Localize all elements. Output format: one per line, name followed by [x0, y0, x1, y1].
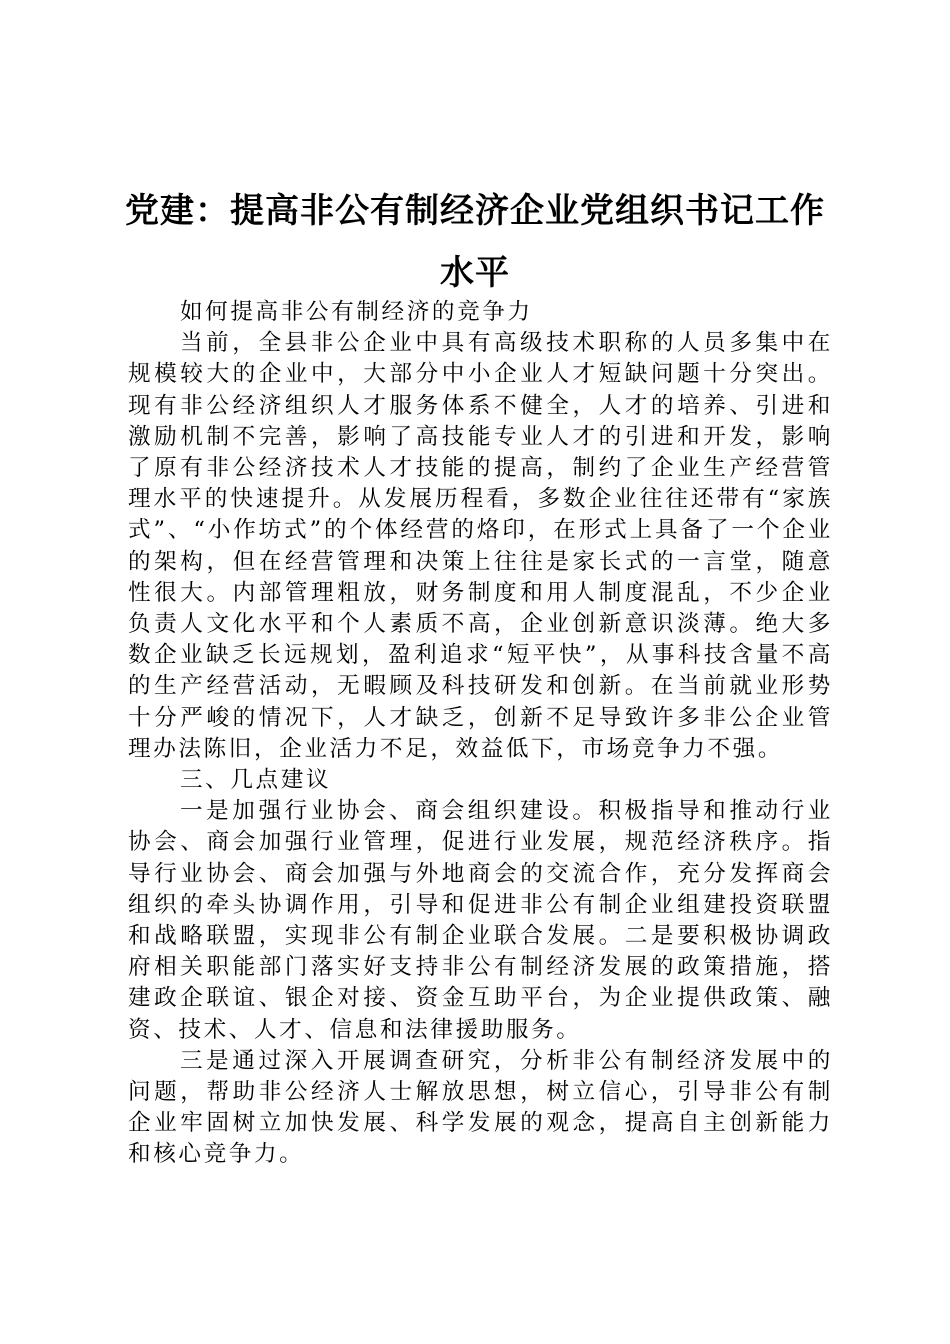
- section-heading-suggestions: 三、几点建议: [179, 767, 332, 794]
- document-title: 党建：提高非公有制经济企业党组织书记工作水平: [125, 191, 825, 293]
- paragraph-suggestion-one-two: 一是加强行业协会、商会组织建设。积极指导和推动行业协会、商会加强行业管理，促进行业发展，规范经济秩序。指导行业协会、商会加强与外地商会的交流合作，充分发挥商会组织的牵头协调作用，引导和促进非公有制企业组建投资联盟和战略联盟，实现非公有制企业联合发展。二是要积极协调政府相关职能部门落实好支持非公有制经济发展的政策措施，搭建政企联谊、银企对接、资金互助平台，为企业提供政策、融资、技术、人才、信息和法律援助服务。: [128, 798, 833, 1043]
- section-heading-competitiveness: 如何提高非公有制经济的竞争力: [179, 299, 533, 325]
- document-body: [128, 297, 833, 1171]
- paragraph-current-situation: 当前，全县非公企业中具有高级技术职称的人员多集中在规模较大的企业中，大部分中小企业人才短缺问题十分突出。现有非公经济组织人才服务体系不健全，人才的培养、引进和激励机制不完善，影响了高技能专业人才的引进和开发，影响了原有非公经济技术人才技能的提高，制约了企业生产经营管理水平的快速提升。从发展历程看，多数企业往往还带有“家族式”、“小作坊式”的个体经营的烙印，在形式上具备了一个企业的架构，但在经营管理和决策上往往是家长式的一言堂，随意性很大。内部管理粗放，财务制度和用人制度混乱，不少企业负责人文化水平和个人素质不高，企业创新意识淡薄。绝大多数企业缺乏长远规划，盈利追求“短平快”，从事科技含量不高的生产经营活动，无暇顾及科技研发和创新。在当前就业形势十分严峻的情况下，人才缺乏，创新不足导致许多非公企业管理办法陈旧，企业活力不足，效益低下，市场竞争力不强。: [128, 330, 833, 762]
- paragraph-suggestion-three: 三是通过深入开展调查研究，分析非公有制经济发展中的问题，帮助非公经济人士解放思想，树立信心，引导非公有制企业牢固树立加快发展、科学发展的观念，提高自主创新能力和核心竞争力。: [128, 1047, 833, 1168]
